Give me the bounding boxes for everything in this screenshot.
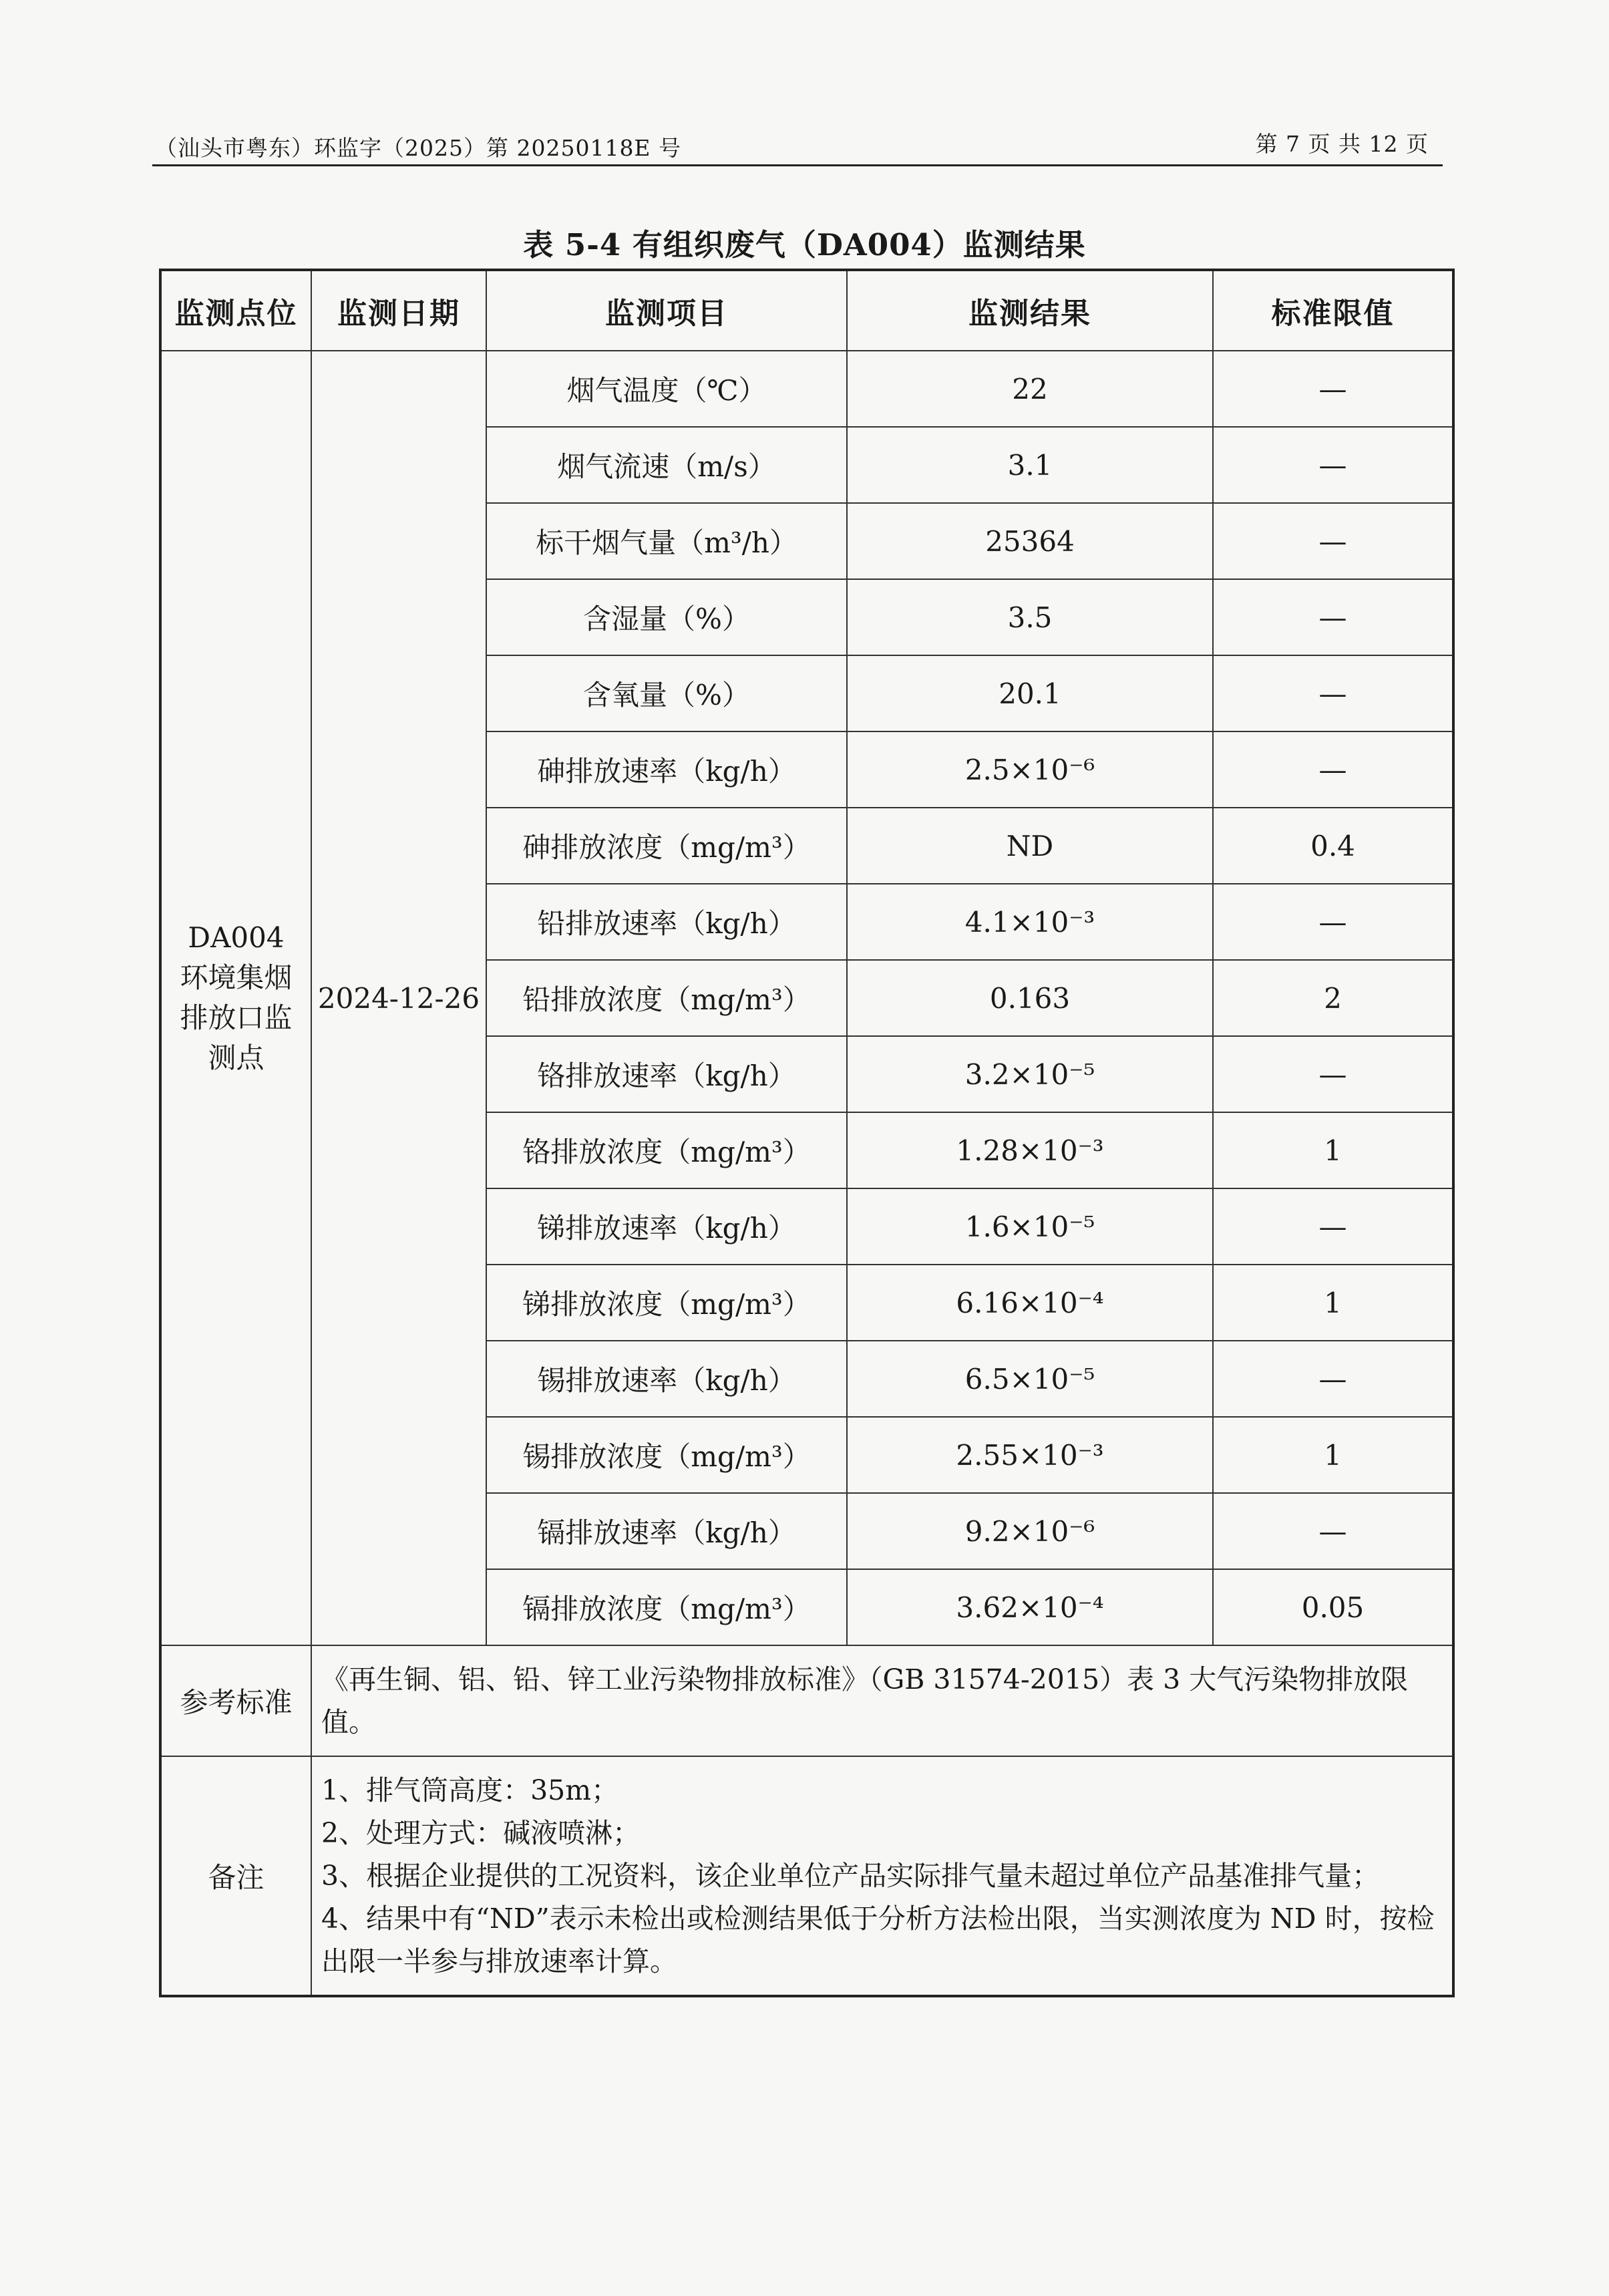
header-divider <box>152 164 1443 166</box>
standard-limit: — <box>1213 731 1453 808</box>
monitoring-item: 铅排放速率（kg/h） <box>486 884 847 960</box>
table-title: 表 5-4 有组织废气（DA004）监测结果 <box>523 227 1086 263</box>
monitoring-result: 0.163 <box>847 960 1213 1036</box>
monitoring-result: 6.16×10⁻⁴ <box>847 1265 1213 1341</box>
monitoring-item: 锡排放浓度（mg/m³） <box>486 1417 847 1493</box>
monitoring-item: 砷排放速率（kg/h） <box>486 731 847 808</box>
standard-limit: — <box>1213 884 1453 960</box>
table-row <box>160 351 1453 427</box>
monitoring-result: 25364 <box>847 503 1213 579</box>
standard-limit: — <box>1213 655 1453 731</box>
column-header: 监测日期 <box>311 270 486 351</box>
monitoring-result: 3.1 <box>847 427 1213 503</box>
monitoring-result: 3.62×10⁻⁴ <box>847 1569 1213 1645</box>
monitoring-result: 1.6×10⁻⁵ <box>847 1188 1213 1265</box>
standard-limit: 0.4 <box>1213 808 1453 884</box>
standard-limit: — <box>1213 579 1453 655</box>
monitoring-item: 镉排放速率（kg/h） <box>486 1493 847 1569</box>
monitoring-result: ND <box>847 808 1213 884</box>
column-header: 标准限值 <box>1213 270 1453 351</box>
standard-limit: 1 <box>1213 1112 1453 1188</box>
monitoring-item: 锑排放浓度（mg/m³） <box>486 1265 847 1341</box>
monitoring-item: 镉排放浓度（mg/m³） <box>486 1569 847 1645</box>
monitoring-item: 含湿量（%） <box>486 579 847 655</box>
reference-label: 参考标准 <box>160 1645 311 1756</box>
remarks-row <box>160 1756 1453 1996</box>
monitoring-item: 铬排放浓度（mg/m³） <box>486 1112 847 1188</box>
monitoring-site: DA004 环境集烟 排放口监 测点 <box>160 351 311 1645</box>
reference-row <box>160 1645 1453 1756</box>
column-header: 监测结果 <box>847 270 1213 351</box>
reference-text: 《再生铜、铝、铅、锌工业污染物排放标准》（GB 31574-2015）表 3 大气污染物排放限值。 <box>311 1645 1453 1756</box>
remark-line: 3、根据企业提供的工况资料，该企业单位产品实际排气量未超过单位产品基准排气量； <box>321 1860 1380 1892</box>
monitoring-result: 9.2×10⁻⁶ <box>847 1493 1213 1569</box>
column-header: 监测项目 <box>486 270 847 351</box>
monitoring-item: 锡排放速率（kg/h） <box>486 1341 847 1417</box>
monitoring-item: 铅排放浓度（mg/m³） <box>486 960 847 1036</box>
standard-limit: — <box>1213 1341 1453 1417</box>
monitoring-result: 20.1 <box>847 655 1213 731</box>
standard-limit: — <box>1213 1036 1453 1112</box>
remark-line: 1、排气筒高度：35m； <box>321 1774 619 1806</box>
monitoring-result: 3.2×10⁻⁵ <box>847 1036 1213 1112</box>
monitoring-item: 含氧量（%） <box>486 655 847 731</box>
remark-line: 2、处理方式：碱液喷淋； <box>321 1817 641 1849</box>
monitoring-result: 22 <box>847 351 1213 427</box>
table-header-row <box>160 270 1453 351</box>
standard-limit: 2 <box>1213 960 1453 1036</box>
monitoring-result: 6.5×10⁻⁵ <box>847 1341 1213 1417</box>
monitoring-results-table <box>159 269 1455 1997</box>
monitoring-result: 4.1×10⁻³ <box>847 884 1213 960</box>
standard-limit: 1 <box>1213 1417 1453 1493</box>
standard-limit: — <box>1213 427 1453 503</box>
monitoring-date: 2024-12-26 <box>311 351 486 1645</box>
page-info: 第 7 页 共 12 页 <box>1255 131 1429 157</box>
standard-limit: 1 <box>1213 1265 1453 1341</box>
monitoring-item: 烟气温度（℃） <box>486 351 847 427</box>
remarks-label: 备注 <box>160 1756 311 1996</box>
standard-limit: — <box>1213 1188 1453 1265</box>
column-header: 监测点位 <box>160 270 311 351</box>
standard-limit: 0.05 <box>1213 1569 1453 1645</box>
monitoring-result: 2.55×10⁻³ <box>847 1417 1213 1493</box>
standard-limit: — <box>1213 1493 1453 1569</box>
remark-line: 4、结果中有“ND”表示未检出或检测结果低于分析方法检出限，当实测浓度为 ND 时，按检出限一半参与排放速率计算。 <box>321 1903 1435 1977</box>
monitoring-item: 烟气流速（m/s） <box>486 427 847 503</box>
remarks-text <box>311 1756 1453 1996</box>
monitoring-item: 砷排放浓度（mg/m³） <box>486 808 847 884</box>
monitoring-result: 1.28×10⁻³ <box>847 1112 1213 1188</box>
standard-limit: — <box>1213 503 1453 579</box>
monitoring-result: 3.5 <box>847 579 1213 655</box>
standard-limit: — <box>1213 351 1453 427</box>
monitoring-item: 锑排放速率（kg/h） <box>486 1188 847 1265</box>
monitoring-item: 标干烟气量（m³/h） <box>486 503 847 579</box>
document-number: （汕头市粤东）环监字（2025）第 20250118E 号 <box>155 135 682 161</box>
monitoring-result: 2.5×10⁻⁶ <box>847 731 1213 808</box>
monitoring-item: 铬排放速率（kg/h） <box>486 1036 847 1112</box>
